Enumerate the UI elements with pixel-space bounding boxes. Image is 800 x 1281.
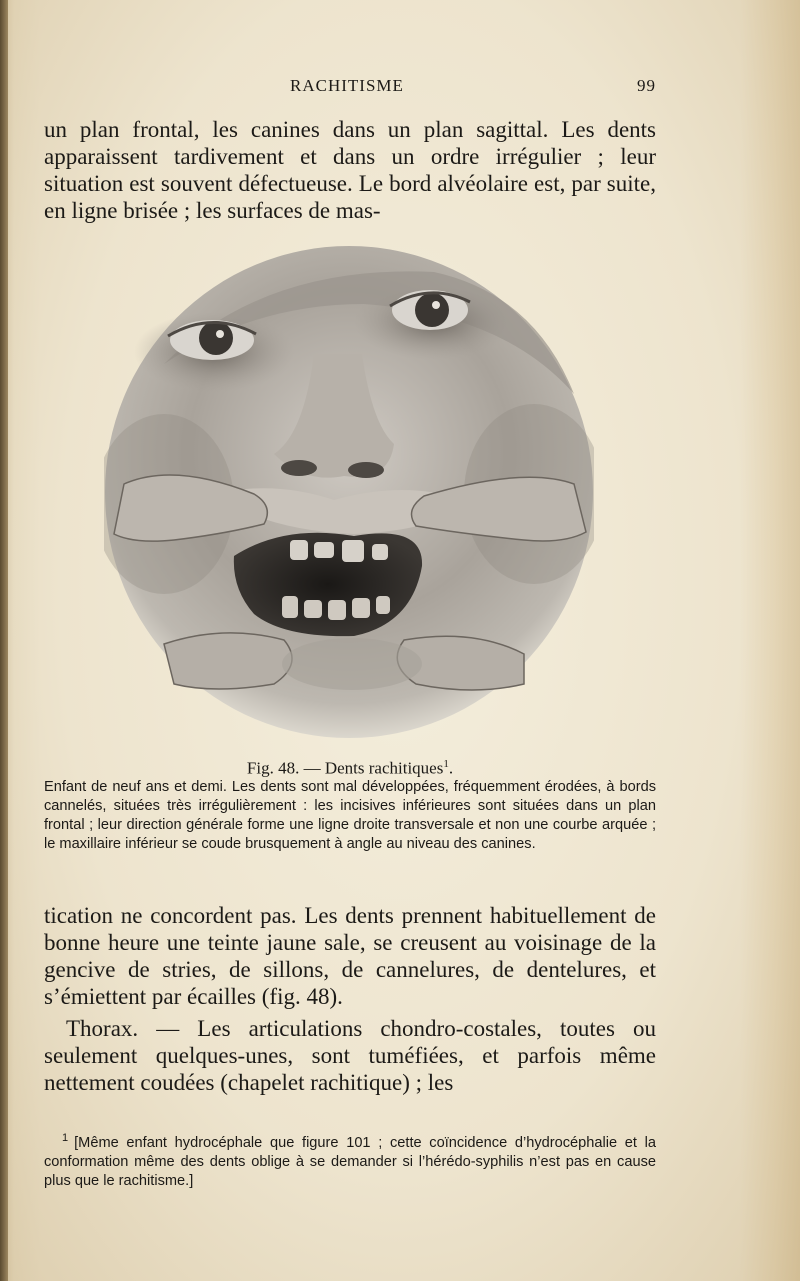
paragraph-3-body: — Les articulations chondro-costales, toutes ou seulement quelques-unes, sont tuméfiées, et parfois même nettement coudées (chapelet rachitique) ; les — [44, 1016, 656, 1095]
footnote-text: [Même enfant hydrocéphale que figure 101 ; cette coïncidence d’hydrocéphalie et la conformation même des dents oblige à se demander si l’hérédo-syphilis n’est pas en cause plus que le rachitisme.] — [44, 1134, 656, 1189]
footnote-text-block — [44, 1129, 656, 1191]
thorax-heading: Thorax. — [66, 1016, 139, 1041]
running-header — [44, 76, 656, 98]
paragraph-1-text: un plan frontal, les canines dans un plan sagittal. Les dents apparaissent tardivement et dans un ordre irrégulier ; leur situation est souvent défectueuse. Le bord alvéolaire est, par suite, en ligne brisée ; les surfaces de mas- — [44, 117, 656, 223]
figure-caption-text: Enfant de neuf ans et demi. Les dents sont mal développées, fréquemment érodées, à bords cannelés, situées très irrégulièrement : les incisives inférieures sont situées dans un plan frontal ; leur direction générale forme une ligne droite transversale et non une courbe arquée ; le maxillaire inférieur se coude brusquement à angle au niveau des canines. — [44, 779, 656, 852]
figure-label-text: Fig. 48. — Dents rachitiques — [246, 758, 444, 778]
paragraph-3-text — [44, 1015, 656, 1096]
figure-footnote-ref: 1 — [443, 758, 449, 770]
footnote — [44, 1129, 656, 1191]
running-title: RACHITISME — [290, 76, 404, 95]
paragraph-3 — [44, 1015, 656, 1096]
figure-caption — [44, 778, 656, 854]
paragraph-2-text: tication ne concordent pas. Les dents prennent habituellement de bonne heure une teinte jaune sale, se creusent au voisinage de la gencive de stries, de sillons, de cannelures, de dentelures, et s’émiettent par écailles (fig. 48). — [44, 903, 656, 1009]
page-number: 99 — [637, 76, 656, 95]
figure-48-photo — [104, 244, 594, 740]
book-spine-shadow — [0, 0, 8, 1281]
figure-label: Fig. 48. — Dents rachitiques$^1$. — [246, 758, 454, 778]
footnote-mark: 1 — [62, 1132, 69, 1144]
child-face-illustration — [104, 244, 594, 740]
paragraph-1 — [44, 116, 656, 224]
paragraph-2 — [44, 902, 656, 1010]
